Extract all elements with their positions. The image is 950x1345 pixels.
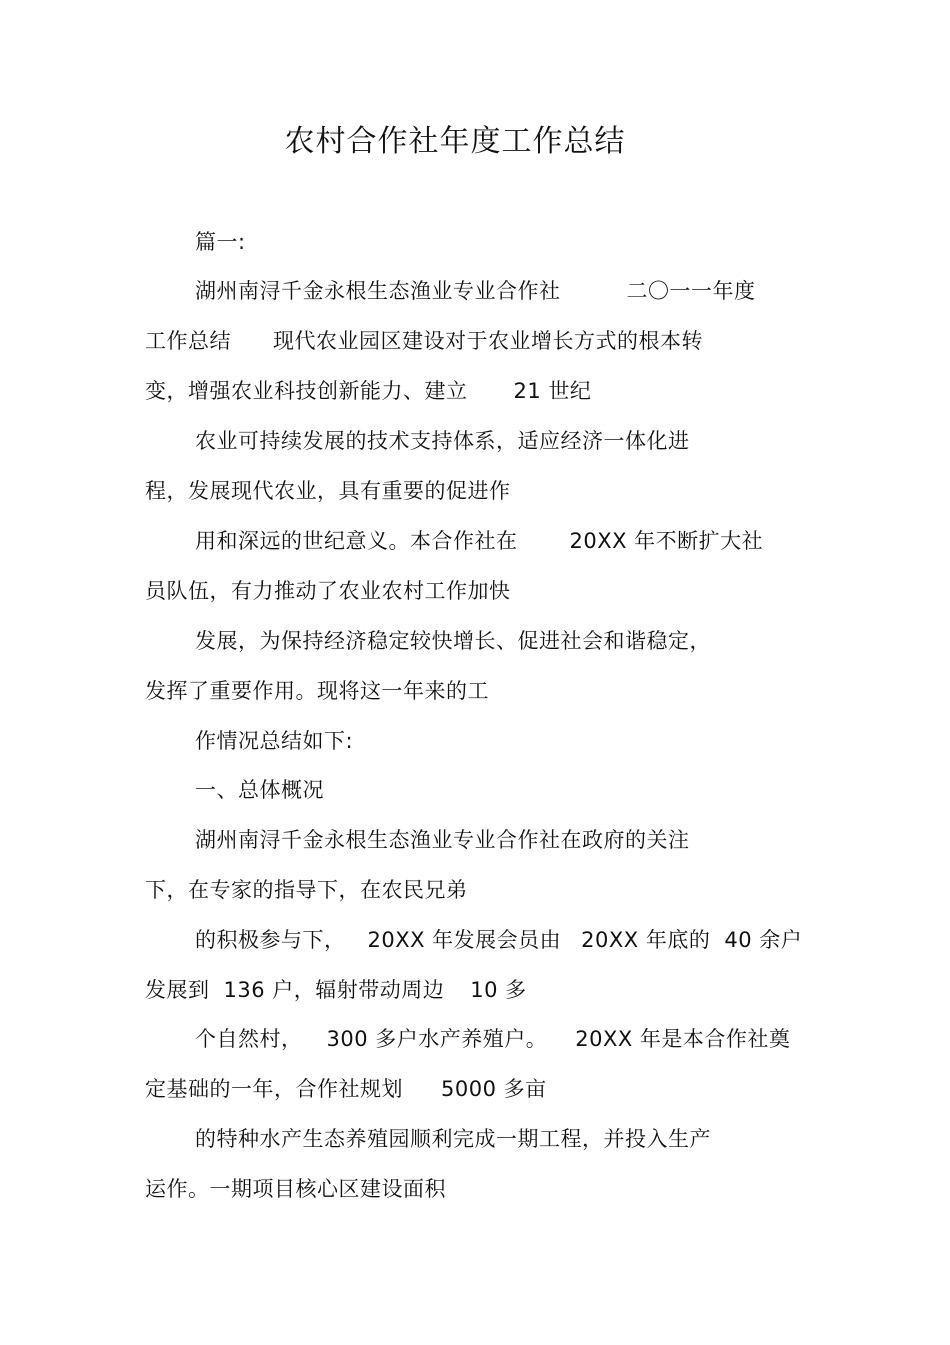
text-segment: 一、总体概况 bbox=[195, 778, 324, 802]
text-segment: 下，在专家的指导下，在农民兄弟 bbox=[145, 878, 468, 902]
text-segment: 湖州南浔千金永根生态渔业专业合作社 bbox=[195, 279, 561, 303]
text-segment: 现代农业园区建设对于农业增长方式的根本转 bbox=[273, 329, 703, 353]
paragraph-line bbox=[195, 825, 690, 855]
paragraph-line bbox=[195, 1024, 790, 1054]
paragraph-line bbox=[195, 276, 756, 306]
text-segment: 运作。一期项目核心区建设面积 bbox=[145, 1177, 446, 1201]
paragraph-line bbox=[145, 975, 527, 1005]
text-segment: 程，发展现代农业，具有重要的促进作 bbox=[145, 479, 511, 503]
text-segment: 个自然村， bbox=[195, 1027, 303, 1051]
section-label bbox=[195, 227, 246, 257]
text-segment: 10 多 bbox=[470, 978, 527, 1002]
paragraph-line bbox=[195, 426, 690, 456]
text-segment: 5000 多亩 bbox=[441, 1077, 547, 1101]
text-segment: 40 余户 bbox=[724, 928, 803, 952]
text-segment: 湖州南浔千金永根生态渔业专业合作社在政府的关注 bbox=[195, 828, 690, 852]
text-segment: 136 户，辐射带动周边 bbox=[223, 978, 445, 1002]
document-title: 农村合作社年度工作总结 bbox=[284, 124, 626, 159]
paragraph-line bbox=[145, 1174, 446, 1204]
paragraph-line bbox=[195, 925, 802, 955]
paragraph-line bbox=[195, 626, 711, 656]
text-segment: 发挥了重要作用。现将这一年来的工 bbox=[145, 679, 489, 703]
text-segment: 20XX 年是本合作社奠 bbox=[575, 1027, 791, 1051]
text-segment: 工作总结 bbox=[145, 329, 231, 353]
text-segment: 农业可持续发展的技术支持体系，适应经济一体化进 bbox=[195, 429, 690, 453]
text-segment: 发展到 bbox=[145, 978, 210, 1002]
paragraph-line bbox=[145, 676, 489, 706]
text-segment: 21 世纪 bbox=[513, 379, 592, 403]
text-segment: 变，增强农业科技创新能力、建立 bbox=[145, 379, 468, 403]
paragraph-line bbox=[195, 726, 353, 756]
paragraph-line bbox=[145, 476, 511, 506]
paragraph-line bbox=[145, 1074, 547, 1104]
paragraph-line bbox=[145, 576, 511, 606]
text-segment: 20XX 年发展会员由 bbox=[367, 928, 562, 952]
text-segment: 20XX 年不断扩大社 bbox=[569, 529, 764, 553]
text-segment: 定基础的一年，合作社规划 bbox=[145, 1077, 403, 1101]
text-segment: 发展，为保持经济稳定较快增长、促进社会和谐稳定， bbox=[195, 629, 711, 653]
paragraph-line bbox=[145, 326, 703, 356]
text-segment: 的积极参与下， bbox=[195, 928, 346, 952]
text-segment: 作情况总结如下: bbox=[195, 729, 354, 753]
text-segment: 300 多户水产养殖户。 bbox=[326, 1027, 548, 1051]
text-segment: 20XX 年底的 bbox=[581, 928, 711, 952]
paragraph-line bbox=[145, 376, 591, 406]
text-segment: 用和深远的世纪意义。本合作社在 bbox=[195, 529, 518, 553]
text-segment: 员队伍，有力推动了农业农村工作加快 bbox=[145, 579, 511, 603]
text-segment: 的特种水产生态养殖园顺利完成一期工程，并投入生产 bbox=[195, 1127, 711, 1151]
text-segment: 篇一: bbox=[195, 230, 246, 254]
paragraph-line bbox=[195, 1124, 711, 1154]
section-heading bbox=[195, 775, 324, 805]
text-segment: 二〇一一年度 bbox=[626, 279, 756, 303]
paragraph-line bbox=[195, 526, 763, 556]
paragraph-line bbox=[145, 875, 468, 905]
